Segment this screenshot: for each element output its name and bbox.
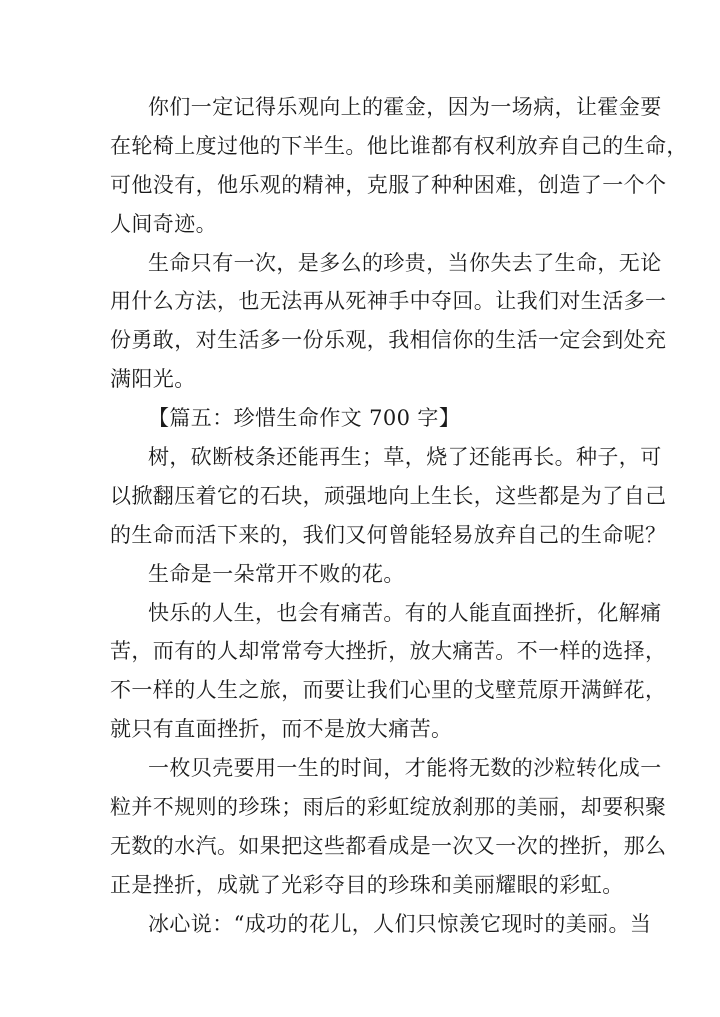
text-line: 正是挫折，成就了光彩夺目的珍珠和美丽耀眼的彩虹。 bbox=[110, 872, 624, 897]
text-line: 生命是一朵常开不败的花。 bbox=[148, 561, 405, 586]
text-line: 的生命而活下来的，我们又何曾能轻易放弃自己的生命呢？ bbox=[110, 522, 667, 547]
text-line: 以掀翻压着它的石块，顽强地向上生长，这些都是为了自己 bbox=[110, 483, 667, 508]
text-line: 冰心说：“成功的花儿，人们只惊羡它现时的美丽。当 bbox=[148, 911, 652, 936]
text-line: 份勇敢，对生活多一份乐观，我相信你的生活一定会到处充 bbox=[110, 328, 667, 353]
text-line: 就只有直面挫折，而不是放大痛苦。 bbox=[110, 717, 453, 742]
text-line: 生命只有一次，是多么的珍贵，当你失去了生命，无论 bbox=[148, 250, 662, 275]
text-line: 人间奇迹。 bbox=[110, 211, 217, 236]
text-line: 苦，而有的人却常常夸大挫折，放大痛苦。不一样的选择， bbox=[110, 639, 667, 664]
text-line: 快乐的人生，也会有痛苦。有的人能直面挫折，化解痛 bbox=[148, 600, 662, 625]
section-heading: 【篇五：珍惜生命作文 700 字】 bbox=[148, 406, 461, 431]
text-line: 粒并不规则的珍珠；雨后的彩虹绽放刹那的美丽，却要积聚 bbox=[110, 795, 667, 820]
text-line: 在轮椅上度过他的下半生。他比谁都有权利放弃自己的生命， bbox=[110, 133, 688, 158]
document-body bbox=[110, 88, 688, 944]
text-line: 不一样的人生之旅，而要让我们心里的戈壁荒原开满鲜花， bbox=[110, 678, 667, 703]
text-line: 满阳光。 bbox=[110, 367, 196, 392]
text-line: 无数的水汽。如果把这些都看成是一次又一次的挫折，那么 bbox=[110, 833, 667, 858]
text-line: 你们一定记得乐观向上的霍金，因为一场病，让霍金要 bbox=[148, 95, 662, 119]
text-line: 可他没有，他乐观的精神，克服了种种困难，创造了一个个 bbox=[110, 172, 667, 197]
text-line: 用什么方法，也无法再从死神手中夺回。让我们对生活多一 bbox=[110, 289, 667, 314]
text-line: 树，砍断枝条还能再生；草，烧了还能再长。种子，可 bbox=[148, 445, 662, 470]
text-line: 一枚贝壳要用一生的时间，才能将无数的沙粒转化成一 bbox=[148, 756, 662, 781]
